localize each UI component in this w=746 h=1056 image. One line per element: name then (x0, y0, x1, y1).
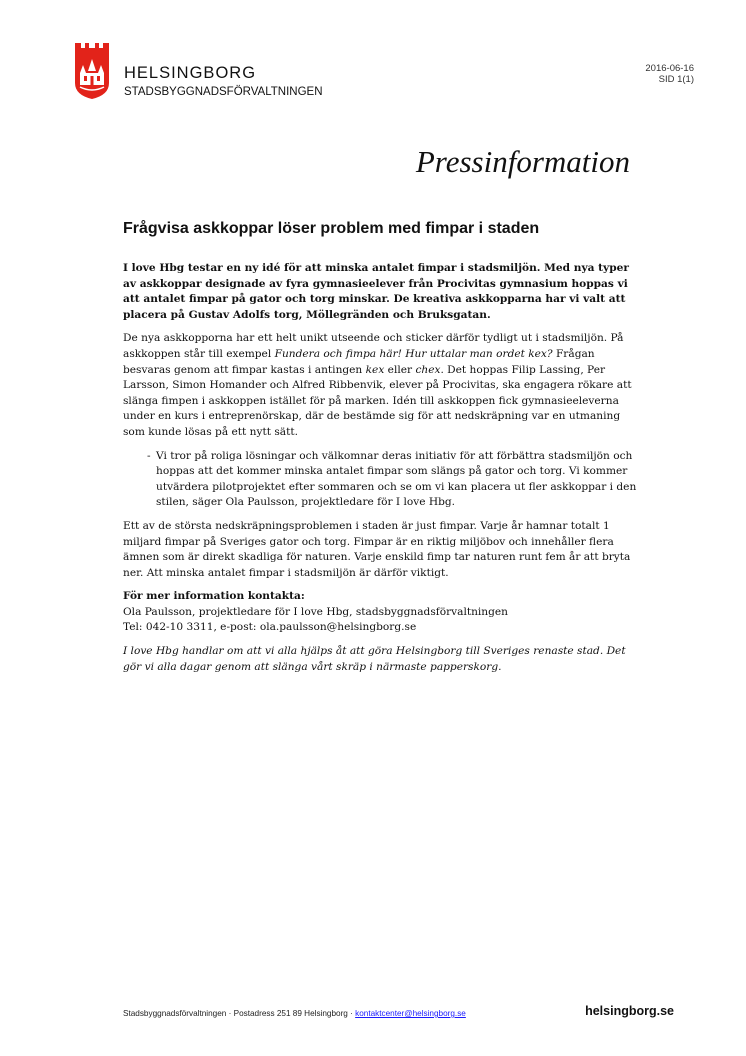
organization-name: HELSINGBORG (124, 64, 257, 82)
department-name: STADSBYGGNADSFÖRVALTNINGEN (124, 86, 323, 98)
closing-paragraph: I love Hbg handlar om att vi alla hjälps åt att göra Helsingborg till Sveriges renaste stad. Det gör vi alla dagar genom att slänga vårt skräp i närmaste papperskorg. (123, 645, 626, 673)
body1-part2: Frågan besvaras genom att fimpar kastas i antingen (123, 347, 595, 376)
lead-paragraph: I love Hbg testar en ny idé för att minska antalet fimpar i stadsmiljön. Med nya typer av askkoppar designade av fyra gymnasieelever från Procivitas gymnasium hoppas vi att antalet fimpar på gator och torg minskar. De kreativa askkopparna har vi valt att placera på Gustav Adolfs torg, Möllegränden och Bruksgatan. (123, 262, 629, 321)
page-number: SID 1(1) (658, 74, 694, 85)
body-paragraph-1 (123, 331, 643, 440)
body-paragraph-2: Ett av de största nedskräpningsproblemen i staden är just fimpar. Varje år hamnar totalt 1 miljard fimpar på Sveriges gator och torg. Fimpar är en riktig miljöbov och innehåller flera ämnen som är direkt skadliga för naturen. Varje enskild fimp tar naturen runt fem år att bryta ner. Att minska antalet fimpar i stadsmiljön är därför viktigt. (123, 519, 631, 579)
document-type: Pressinformation (415, 144, 630, 179)
article-body (123, 261, 643, 683)
body1-italic3: chex (415, 363, 441, 376)
footer-website: helsingborg.se (585, 1004, 674, 1018)
footer-email-link[interactable]: kontaktcenter@helsingborg.se (355, 1009, 466, 1018)
contact-line-2: Tel: 042-10 3311, e-post: ola.paulsson@helsingborg.se (123, 621, 417, 634)
quote-text: Vi tror på roliga lösningar och välkomnar deras initiativ för att förbättra stadsmiljön och hoppas att det kommer minska antalet fimpar som slängs på gator och torg. Vi kommer utvärdera pilotprojektet efter sommaren och se om vi kan placera ut fler askkoppar i den stilen, säger Ola Paulsson, projektledare för I love Hbg. (156, 449, 637, 509)
body1-part4: . Det hoppas Filip Lassing, Per Larsson, Simon Homander och Alfred Ribbenvik, elever på Procivitas, ska engagera rökare att slänga fimpen i askkoppen istället för på marken. Idén till askkoppen fick gymnasieeleverna under en kurs i entreprenörskap, där de bestämde sig för att nedskräpning var en utmaning som kunde lösas på ett nytt sätt. (123, 363, 632, 438)
quote-block (123, 449, 643, 511)
body1-part3: eller (384, 363, 416, 376)
headline: Frågvisa askkoppar löser problem med fimpar i staden (123, 220, 540, 237)
contact-block (123, 589, 643, 636)
contact-line-1: Ola Paulsson, projektledare för I love Hbg, stadsbyggnadsförvaltningen (123, 605, 508, 618)
contact-heading: För mer information kontakta: (123, 590, 305, 603)
body1-italic1: Fundera och fimpa här! Hur uttalar man ordet kex? (274, 347, 553, 360)
document-date: 2016-06-16 (645, 63, 694, 74)
city-crest-icon (74, 43, 110, 99)
document-meta (645, 63, 694, 85)
footer-address-text: Stadsbyggnadsförvaltningen · Postadress 251 89 Helsingborg · (123, 1009, 356, 1018)
footer-address (123, 1009, 466, 1018)
quote-dash: - (147, 449, 151, 462)
body1-italic2: kex (365, 363, 385, 376)
body1-part1: De nya askkopporna har ett helt unikt utseende och sticker därför tydligt ut i stadsmiljön. På askkoppen står till exempel (123, 332, 624, 360)
